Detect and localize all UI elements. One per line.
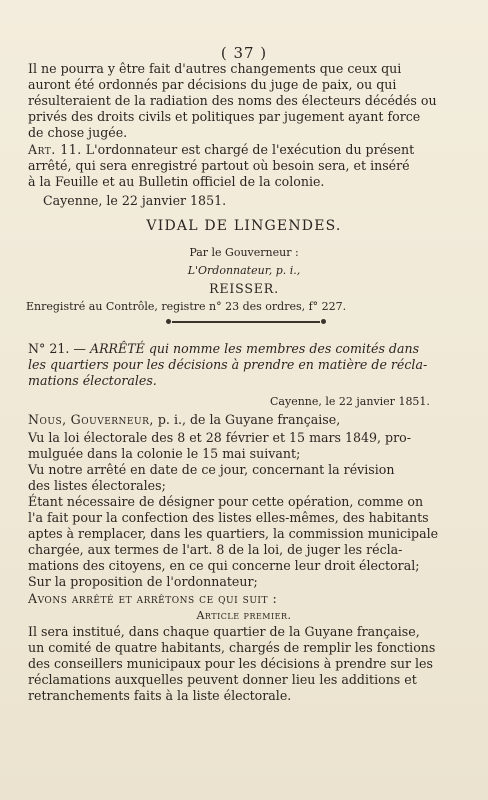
par-le-gouverneur: Par le Gouverneur : [189,246,299,259]
text-line: auront été ordonnés par décisions du juge de paix, ou qui [28,77,397,92]
text-line: arrêté, qui sera enregistré partout où besoin sera, et inséré [28,158,410,173]
article-premier-heading: Article premier. [196,609,292,622]
text-line: aptes à remplacer, dans les quartiers, la commission municipale [28,526,439,541]
decree-title-line: mations électorales. [28,373,157,388]
text-line: des listes électorales; [28,478,166,493]
decree-title-line: N° 21. — ARRÊTÉ qui nomme les membres des comités dans [28,341,420,356]
ordonnateur-title: L'Ordonnateur, p. i., [187,264,301,277]
text-line: Étant nécessaire de désigner pour cette opération, comme on [28,494,424,509]
text-line: privés des droits civils et politiques par jugement ayant force [28,109,421,124]
text-line: Il ne pourra y être fait d'autres changements que ceux qui [28,61,402,76]
text-line: de chose jugée. [28,125,128,140]
text-line: Il sera institué, dans chaque quartier de la Guyane française, [28,624,420,639]
article-11-line: Art. 11. L'ordonnateur est chargé de l'exécution du présent [28,142,415,157]
text-line: l'a fait pour la confection des listes elles-mêmes, des habitants [28,510,429,525]
text-line: Vu notre arrêté en date de ce jour, concernant la révision [28,462,395,477]
text-line: des conseillers municipaux pour les décisions à prendre sur les [28,656,433,671]
text-line: un comité de quatre habitants, chargés de remplir les fonctions [28,640,436,655]
text-line: chargée, aux termes de l'art. 8 de la loi, de juger les récla- [28,542,403,557]
nous-line: Nous, Gouverneur, p. i., de la Guyane française, [28,412,341,427]
avons-line: Avons arrêté et arrêtons ce qui suit : [28,591,278,606]
registration-note: Enregistré au Contrôle, registre n° 23 des ordres, f° 227. [26,300,347,313]
text-line: à la Feuille et au Bulletin officiel de la colonie. [28,174,325,189]
decree-title-line: les quartiers pour les décisions à prendre en matière de récla- [28,357,428,372]
governor-signature: VIDAL DE LINGENDES. [146,218,342,234]
section-divider [172,321,320,323]
ordonnateur-signature: REISSER. [209,281,279,296]
text-line: Sur la proposition de l'ordonnateur; [28,574,258,589]
text-line: Vu la loi électorale des 8 et 28 février et 15 mars 1849, pro- [28,430,411,445]
text-line: mations des citoyens, en ce qui concerne leur droit électoral; [28,558,420,573]
text-line: mulguée dans la colonie le 15 mai suivant; [28,446,301,461]
page-number: ( 37 ) [220,44,268,62]
date-line: Cayenne, le 22 janvier 1851. [43,193,227,208]
text-line: résulteraient de la radiation des noms des électeurs décédés ou [28,93,437,108]
text-line: retranchements faits à la liste électorale. [28,688,292,703]
date-line: Cayenne, le 22 janvier 1851. [270,395,430,408]
text-line: réclamations auxquelles peuvent donner lieu les additions et [28,672,417,687]
article-label: Art. 11. [28,142,82,157]
